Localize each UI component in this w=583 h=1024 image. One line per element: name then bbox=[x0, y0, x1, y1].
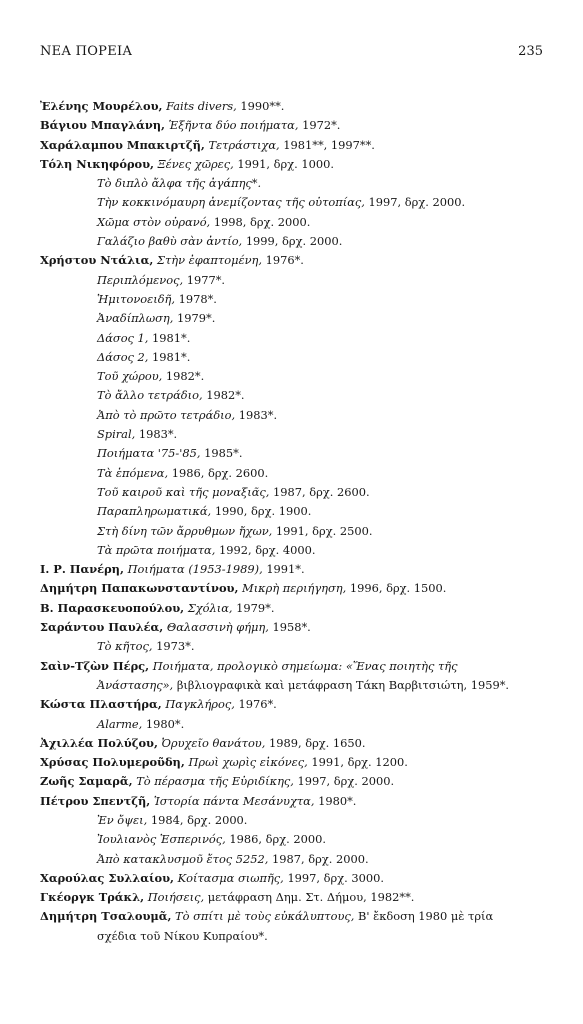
entry-work-title: Μικρὴ περιήγηση, bbox=[242, 581, 347, 596]
entry-row bbox=[40, 599, 548, 618]
entry-work-title: Ποιήματα, προλογικὸ σημείωμα: «Ἕνας ποιητὴς τῆς bbox=[152, 658, 458, 673]
entry-row bbox=[40, 907, 548, 926]
entry-subrow bbox=[40, 329, 548, 348]
entry-work-title: Τὴν κοκκινόμαυρη ἀνεμίζοντας τῆς οὐτοπίας, bbox=[97, 195, 365, 210]
entry-row bbox=[40, 560, 548, 579]
entry-author: Ι. Ρ. Πανέρη, bbox=[40, 562, 124, 577]
entry-author: Κώστα Πλαστήρα, bbox=[40, 697, 162, 712]
entry-row bbox=[40, 869, 548, 888]
entry-author: Δημήτρη Παπακωνσταντίνου, bbox=[40, 581, 239, 596]
entry-details: 1997, δρχ. 2000. bbox=[368, 195, 466, 210]
entry-author: Χαρούλας Συλλαίου, bbox=[40, 870, 175, 885]
entry-subrow bbox=[40, 483, 548, 502]
entry-work-title: Ποιήματα '75-'85, bbox=[97, 446, 201, 461]
entry-details: 1990**. bbox=[240, 99, 285, 113]
entry-subrow bbox=[40, 850, 548, 869]
entry-details: 1989, δρχ. 1650. bbox=[268, 735, 366, 750]
entry-work-title: Τὸ πέρασμα τῆς Εὐριδίκης, bbox=[136, 774, 294, 789]
entry-subrow bbox=[40, 811, 548, 830]
entry-author: Σαὶν-Τζὼν Πέρς, bbox=[40, 658, 150, 673]
entry-details: 1992, δρχ. 4000. bbox=[218, 542, 316, 557]
entry-details: 1998, δρχ. 2000. bbox=[213, 214, 311, 229]
entry-work-title: Πρωὶ χωρὶς εἰκόνες, bbox=[188, 755, 308, 770]
entry-details: Β' ἔκδοση 1980 μὲ τρία bbox=[358, 909, 494, 924]
entry-work-title: Περιπλόμενος, bbox=[97, 272, 184, 287]
entry-work-title: Ἀπὸ κατακλυσμοῦ ἔτος 5252, bbox=[97, 851, 269, 866]
entry-continuation bbox=[40, 676, 548, 695]
entry-subrow bbox=[40, 444, 548, 463]
entry-author: Χρύσας Πολυμεροῦδη, bbox=[40, 755, 185, 770]
entry-details: 1991, δρχ. 2500. bbox=[275, 523, 373, 538]
entry-work-title: Τὰ πρῶτα ποιήματα, bbox=[97, 542, 216, 557]
entry-subrow bbox=[40, 193, 548, 212]
entry-row bbox=[40, 734, 548, 753]
entry-row bbox=[40, 618, 548, 637]
entry-work-title: Ποιήματα (1953-1989), bbox=[127, 562, 263, 577]
entry-work-title: Θαλασσινὴ φήμη, bbox=[166, 620, 269, 635]
entry-author: Πέτρου Σπεντζῆ, bbox=[40, 793, 151, 808]
entry-details: 1997, δρχ. 3000. bbox=[287, 870, 384, 885]
entry-work-title: Παγκλήρος, bbox=[165, 697, 235, 712]
entry-row bbox=[40, 155, 548, 174]
entry-details: 1979*. bbox=[236, 600, 275, 615]
entry-work-title: Τοῦ καιροῦ καὶ τῆς μοναξιᾶς, bbox=[97, 484, 270, 499]
entry-row bbox=[40, 695, 548, 714]
entry-work-title: Ξένες χῶρες, bbox=[157, 156, 234, 171]
entry-subrow bbox=[40, 232, 548, 251]
entry-subrow bbox=[40, 522, 548, 541]
entry-author: Δημήτρη Τσαλουμᾶ, bbox=[40, 909, 172, 924]
entry-details: 1983*. bbox=[238, 407, 278, 422]
page-header bbox=[40, 44, 543, 62]
entry-work-title: Τὰ ἑπόμενα, bbox=[97, 465, 169, 480]
entry-subrow bbox=[40, 830, 548, 849]
entry-author: Ἐλένης Μουρέλου, bbox=[40, 99, 163, 113]
entry-row bbox=[40, 753, 548, 772]
entry-work-title: Ἱστορία πάντα Μεσάνυχτα, bbox=[153, 793, 315, 808]
entry-details: 1991, δρχ. 1000. bbox=[237, 156, 334, 171]
entry-details: 1976*. bbox=[265, 253, 304, 268]
entry-author: Γκέοργκ Τράκλ, bbox=[40, 890, 145, 905]
entry-row bbox=[40, 792, 548, 811]
entry-details: 1990, δρχ. 1900. bbox=[214, 504, 312, 519]
entry-details: 1982*. bbox=[165, 369, 205, 384]
entry-details: σχέδια τοῦ Νίκου Κυπραίου*. bbox=[97, 928, 268, 943]
entry-details: 1987, δρχ. 2600. bbox=[273, 484, 370, 499]
entry-work-title: Δάσος 1, bbox=[97, 330, 149, 345]
entry-subrow bbox=[40, 309, 548, 328]
entry-row bbox=[40, 657, 548, 676]
entry-author: Χρήστου Ντάλια, bbox=[40, 253, 154, 268]
running-title: ΝΕΑ ΠΟΡΕΙΑ bbox=[40, 44, 133, 59]
entry-work-title: Στὴ δίνη τῶν ἄρρυθμων ἤχων, bbox=[97, 523, 273, 538]
entry-work-title: Στὴν ἐφαπτομένη, bbox=[156, 253, 262, 268]
entry-work-title: Ἀναδίπλωση, bbox=[97, 311, 174, 326]
page-number: 235 bbox=[518, 44, 543, 59]
entry-work-title: Παραπληρωματικά, bbox=[97, 504, 212, 519]
entry-subrow bbox=[40, 174, 548, 193]
entry-work-title: Χῶμα στὸν οὐρανό, bbox=[97, 214, 211, 229]
entry-details: 1973*. bbox=[156, 639, 195, 654]
entry-details: 1991*. bbox=[266, 562, 305, 577]
entry-author: Ζωῆς Σαμαρᾶ, bbox=[40, 774, 133, 789]
entry-work-title: Ποιήσεις, bbox=[147, 890, 205, 905]
entry-subrow bbox=[40, 213, 548, 232]
entry-details: 1981*. bbox=[152, 349, 191, 364]
entry-continuation bbox=[40, 927, 548, 946]
entry-work-title: Ἐν ὄψει, bbox=[97, 812, 148, 827]
entry-details: 1991, δρχ. 1200. bbox=[311, 755, 408, 770]
entry-subrow bbox=[40, 502, 548, 521]
entry-author: Β. Παρασκευοπούλου, bbox=[40, 600, 185, 615]
entry-work-title: Ἑξῆντα δύο ποιήματα, bbox=[168, 118, 299, 133]
entry-details: 1981*. bbox=[152, 330, 191, 345]
entry-work-title: Ἀνάστασης», bbox=[97, 677, 174, 692]
entry-details: 1977*. bbox=[186, 272, 226, 287]
bibliography-list bbox=[40, 97, 548, 946]
entry-details: βιβλιογραφικὰ καὶ μετάφραση Τάκη Βαρβιτσιώτη, 1959*. bbox=[176, 677, 510, 692]
entry-details: 1999, δρχ. 2000. bbox=[245, 234, 343, 249]
entry-details: 1958*. bbox=[272, 620, 311, 635]
entry-details: 1987, δρχ. 2000. bbox=[272, 851, 369, 866]
entry-details: 1997, δρχ. 2000. bbox=[297, 774, 395, 789]
entry-details: 1982*. bbox=[206, 388, 245, 403]
entry-work-title: Τὸ ἄλλο τετράδιο, bbox=[97, 388, 203, 403]
entry-row bbox=[40, 251, 548, 270]
entry-details: 1983*. bbox=[138, 427, 178, 442]
entry-author: Σαράντου Παυλέα, bbox=[40, 620, 164, 635]
entry-details: 1980*. bbox=[318, 793, 357, 808]
entry-work-title: Alarme, bbox=[97, 716, 143, 731]
entry-subrow bbox=[40, 271, 548, 290]
entry-row bbox=[40, 97, 548, 116]
entry-author: Χαράλαμπου Μπακιρτζῆ, bbox=[40, 137, 205, 152]
entry-author: Τόλη Νικηφόρου, bbox=[40, 156, 154, 171]
entry-details: 1981**, 1997**. bbox=[283, 137, 375, 152]
entry-work-title: Ὀρυχεῖο θανάτου, bbox=[161, 735, 266, 750]
entry-subrow bbox=[40, 425, 548, 444]
entry-details: 1986, δρχ. 2000. bbox=[229, 832, 326, 847]
entry-details: 1996, δρχ. 1500. bbox=[349, 581, 447, 596]
entry-work-title: Τοῦ χώρου, bbox=[97, 369, 163, 384]
entry-details: 1976*. bbox=[238, 697, 277, 712]
entry-subrow bbox=[40, 464, 548, 483]
entry-details: 1980*. bbox=[145, 716, 185, 731]
entry-work-title: Γαλάζιο βαθὺ σὰν ἀντίο, bbox=[97, 234, 243, 249]
entry-subrow bbox=[40, 386, 548, 405]
entry-details: 1986, δρχ. 2600. bbox=[171, 465, 269, 480]
entry-work-title: Faits divers, bbox=[166, 99, 237, 113]
entry-row bbox=[40, 136, 548, 155]
entry-work-title: Τὸ διπλὸ ἄλφα τῆς ἀγάπης*. bbox=[97, 176, 262, 191]
entry-row bbox=[40, 579, 548, 598]
entry-author: Βάγιου Μπαγλάνη, bbox=[40, 118, 166, 133]
entry-work-title: Δάσος 2, bbox=[97, 349, 149, 364]
entry-work-title: Τετράστιχα, bbox=[208, 137, 280, 152]
entry-subrow bbox=[40, 290, 548, 309]
entry-details: 1972*. bbox=[302, 118, 341, 133]
entry-subrow bbox=[40, 715, 548, 734]
entry-details: 1979*. bbox=[177, 311, 216, 326]
entry-details: 1978*. bbox=[178, 291, 217, 306]
entry-row bbox=[40, 772, 548, 791]
entry-author: Ἀχιλλέα Πολύζου, bbox=[40, 735, 158, 750]
entry-details: μετάφραση Δημ. Στ. Δήμου, 1982**. bbox=[207, 890, 415, 905]
entry-work-title: Τὸ κῆτος, bbox=[97, 639, 153, 654]
entry-subrow bbox=[40, 406, 548, 425]
entry-details: 1984, δρχ. 2000. bbox=[150, 812, 248, 827]
entry-subrow bbox=[40, 367, 548, 386]
entry-work-title: Κοίτασμα σιωπῆς, bbox=[177, 870, 284, 885]
entry-work-title: Ἡμιτονοειδῆ, bbox=[97, 291, 175, 306]
entry-work-title: Ἀπὸ τὸ πρῶτο τετράδιο, bbox=[97, 407, 236, 422]
entry-work-title: Τὸ σπίτι μὲ τοὺς εὐκάλυπτους, bbox=[175, 909, 355, 924]
entry-row bbox=[40, 116, 548, 135]
entry-row bbox=[40, 888, 548, 907]
entry-subrow bbox=[40, 637, 548, 656]
entry-details: 1985*. bbox=[204, 446, 243, 461]
entry-work-title: Spiral, bbox=[97, 427, 136, 442]
entry-work-title: Ἰουλιανὸς Ἑσπερινός, bbox=[97, 832, 226, 847]
entry-work-title: Σχόλια, bbox=[187, 600, 233, 615]
entry-subrow bbox=[40, 348, 548, 367]
entry-subrow bbox=[40, 541, 548, 560]
